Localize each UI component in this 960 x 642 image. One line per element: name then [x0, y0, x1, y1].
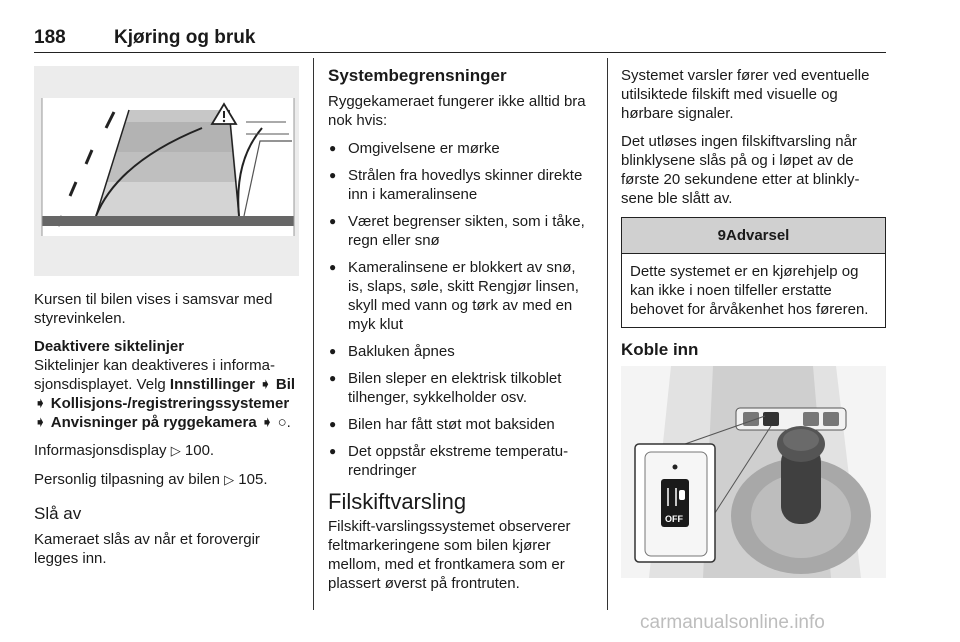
arrow-icon: ➧	[260, 414, 274, 431]
warning-header	[622, 218, 885, 254]
column-divider-2	[607, 58, 608, 610]
lane-warning-text: Systemet varsler fører ved eventuelle utilsiktede filskift med visuelle og hørbare signaler.	[621, 67, 870, 122]
column-3	[621, 66, 886, 578]
rear-camera-guideline-illustration	[34, 66, 299, 276]
center-console-illustration	[621, 366, 886, 578]
section-heading-off: Slå av	[34, 504, 82, 523]
column-2	[328, 66, 590, 602]
reference-text: Personlig tilpasning av bilen	[34, 471, 220, 488]
reference-infodisplay	[34, 441, 299, 461]
warning-box	[621, 217, 886, 328]
off-label: OFF	[665, 514, 683, 524]
menu-path-collision-systems: Kollisjons-/registreringssystemer	[50, 395, 290, 412]
list-item: ● Bilen har fått støt mot baksiden	[328, 415, 590, 434]
limitations-list	[328, 139, 590, 480]
menu-path-vehicle: Bil	[275, 376, 296, 393]
deactivate-text: Siktelinjer kan deaktiveres i informasjonsdisplayet. Velg	[34, 357, 275, 393]
menu-path-settings: Innstillinger	[169, 376, 255, 393]
list-item: ● Bakluken åpnes	[328, 342, 590, 361]
reference-page: 100.	[184, 442, 215, 459]
deactivate-paragraph: Deaktivere siktelinjer Siktelinjer kan deaktiveres i informasjonsdisplayet. Velg Innstillinger ➧ Bil ➧ Kollisjons-/registreringssystemer ➧ Anvisninger på ryggekamera ➧ ○.	[34, 338, 296, 431]
list-item: ● Omgivelsene er mørke	[328, 139, 590, 158]
warning-title: Advarsel	[725, 227, 790, 244]
list-item: ● Strålen fra hovedlys skinner direkte inn i kameralinsene	[328, 166, 590, 204]
off-text: Kameraet slås av når et forovergir legges inn.	[34, 531, 260, 567]
reference-text: Informasjonsdisplay	[34, 442, 167, 459]
page-header	[34, 24, 886, 53]
warning-text: Dette systemet er en kjørehjelp og kan ikke i noen tilfeller erstatte behovet for årvåkenhet hos føreren.	[630, 263, 869, 318]
column-1	[34, 66, 299, 577]
section-heading-connect: Koble inn	[621, 340, 699, 359]
reference-arrow-icon: ▷	[224, 473, 235, 488]
reference-personalization	[34, 470, 299, 490]
list-item: ● Bilen sleper en elektrisk tilkoblet tilhenger, sykkelholder osv.	[328, 369, 590, 407]
circle-icon: ○	[277, 414, 287, 431]
lane-departure-text: Filskift-varslingssystemet observerer feltmarkeringene som bilen kjører mellom, med et frontkamera som er plassert øverst på frontruten.	[328, 518, 571, 592]
list-item: ● Det oppstår ekstreme temperaturendringer	[328, 442, 590, 480]
arrow-icon: ➧	[34, 395, 47, 412]
list-item: ● Været begrenser sikten, som i tåke, regn eller snø	[328, 212, 590, 250]
column-divider-1	[313, 58, 314, 610]
figure-caption: Kursen til bilen vises i samsvar med styrevinkelen.	[34, 291, 273, 327]
page-number: 188	[34, 27, 66, 48]
arrow-icon: ➧	[259, 376, 272, 393]
section-heading-lane-departure: Filskiftvarsling	[328, 489, 467, 514]
lane-indicator-text: Det utløses ingen filskiftvarsling når blinklysene slås på og i løpet av de første 20 sekundene etter at blinklysene ble slått av.	[621, 133, 860, 207]
limitations-intro: Ryggekameraet fungerer ikke alltid bra nok hvis:	[328, 93, 586, 129]
reference-page: 105.	[238, 471, 268, 488]
page-title: Kjøring og bruk	[114, 27, 256, 48]
list-item: ● Kameralinsene er blokkert av snø, is, slaps, søle, skitt Rengjør linsen, skyll med vann og tørk av med en myk klut	[328, 258, 590, 334]
reference-arrow-icon: ▷	[170, 444, 181, 459]
watermark: carmanualsonline.info	[640, 612, 825, 633]
arrow-icon: ➧	[34, 414, 47, 431]
warning-symbol: 9	[717, 227, 726, 244]
section-heading-limitations: Systembegrensninger	[328, 66, 507, 85]
deactivate-heading: Deaktivere siktelinjer	[34, 338, 185, 355]
menu-path-camera-guidance: Anvisninger på ryggekamera	[50, 414, 257, 431]
